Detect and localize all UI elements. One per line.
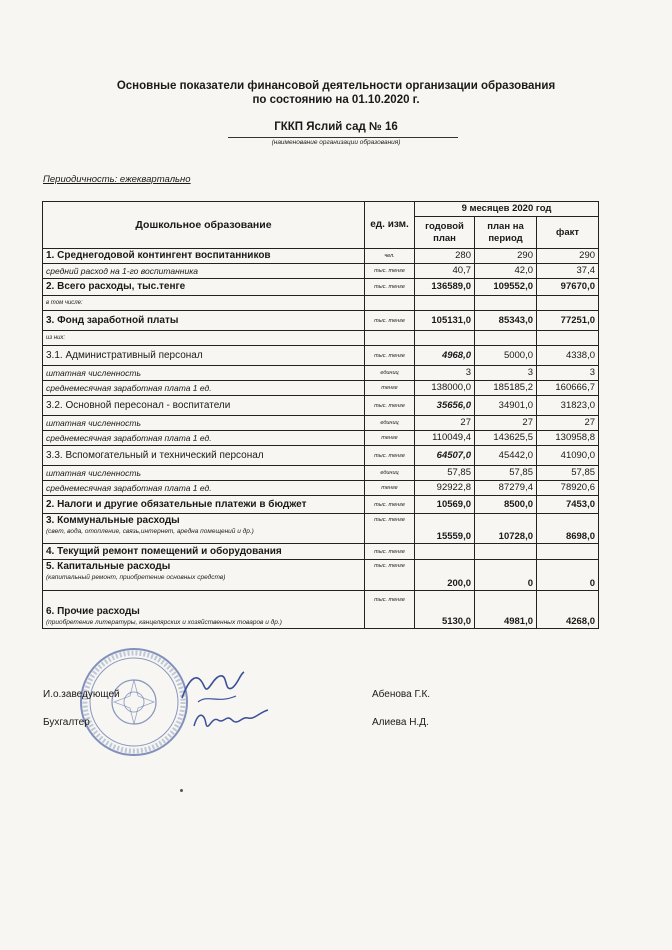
header-name: Дошкольное образование	[43, 202, 365, 249]
official-stamp	[78, 646, 190, 758]
table-row: штатная численность единиц 27 27 27	[43, 416, 599, 431]
table-row: в том числе:	[43, 296, 599, 311]
table-row: 4. Текущий ремонт помещений и оборудования тыс. тенге	[43, 544, 599, 560]
table-row: 2. Всего расходы, тыс.тенге тыс. тенге 136589,0 109552,0 97670,0	[43, 279, 599, 296]
table-row: среднемесячная заработная плата 1 ед. тенге 110049,4 143625,5 130958,8	[43, 431, 599, 446]
accountant-name: Алиева Н.Д.	[372, 717, 429, 728]
table-row: 1. Среднегодовой контингент воспитанников чел. 280 290 290	[43, 249, 599, 264]
document-title: Основные показатели финансовой деятельности организации образования	[116, 80, 556, 92]
head-title: И.о.заведующей	[43, 689, 120, 700]
table-row: среднемесячная заработная плата 1 ед. тенге 92922,8 87279,4 78920,6	[43, 481, 599, 496]
table-row: средний расход на 1-го воспитанника тыс. тенге 40,7 42,0 37,4	[43, 264, 599, 279]
table-row: 3. Фонд заработной платы тыс. тенге 105131,0 85343,0 77251,0	[43, 311, 599, 331]
table-row: 3.2. Основной пересонал - воспитатели тыс. тенге 35656,0 34901,0 31823,0	[43, 396, 599, 416]
head-name: Абенова Г.К.	[372, 689, 431, 700]
table-row: 3.3. Вспомогательный и технический персонал тыс. тенге 64507,0 45442,0 41090,0	[43, 446, 599, 466]
scan-speck	[180, 789, 183, 792]
table-row: 5. Капитальные расходы (капитальный ремонт, приобретение основных средств) тыс. тенге 200,0 0 0	[43, 560, 599, 591]
table-row: среднемесячная заработная плата 1 ед. тенге 138000,0 185185,2 160666,7	[43, 381, 599, 396]
header-period: 9 месяцев 2020 год	[415, 202, 599, 217]
table-row: штатная численность единиц 3 3 3	[43, 366, 599, 381]
head-signature	[178, 668, 248, 708]
table-row: 2. Налоги и другие обязательные платежи в бюджет тыс. тенге 10569,0 8500,0 7453,0	[43, 496, 599, 514]
table-header-row	[43, 202, 599, 217]
document-date: по состоянию на 01.10.2020 г.	[252, 94, 420, 106]
header-period-plan: план на период	[475, 217, 537, 249]
table-row: 6. Прочие расходы (приобретение литературы, канцелярских и хозяйственных товаров и др.) тыс. тенге 5130,0 4981,0 4268,0	[43, 591, 599, 629]
table-row: 3. Коммунальные расходы (свет, вода, отопление, связь,интернет, аредна помещений и др.) тыс. тенге 15559,0 10728,0 8698,0	[43, 514, 599, 544]
table-row: 3.1. Административный персонал тыс. тенге 4968,0 5000,0 4338,0	[43, 346, 599, 366]
organization-caption: (наименование организации образования)	[271, 139, 401, 146]
periodicity: Периодичность: ежеквартально	[43, 174, 191, 185]
accountant-title: Бухгалтер	[43, 717, 90, 728]
header-unit: ед. изм.	[365, 202, 415, 249]
financial-table	[42, 201, 599, 629]
header-annual-plan: годовой план	[415, 217, 475, 249]
table-row: штатная численность единиц 57,85 57,85 57,85	[43, 466, 599, 481]
organization-underline	[228, 137, 458, 138]
header-fact: факт	[537, 217, 599, 249]
organization-name: ГККП Яслий сад № 16	[274, 121, 398, 133]
accountant-signature	[190, 706, 272, 736]
table-row: из них:	[43, 331, 599, 346]
